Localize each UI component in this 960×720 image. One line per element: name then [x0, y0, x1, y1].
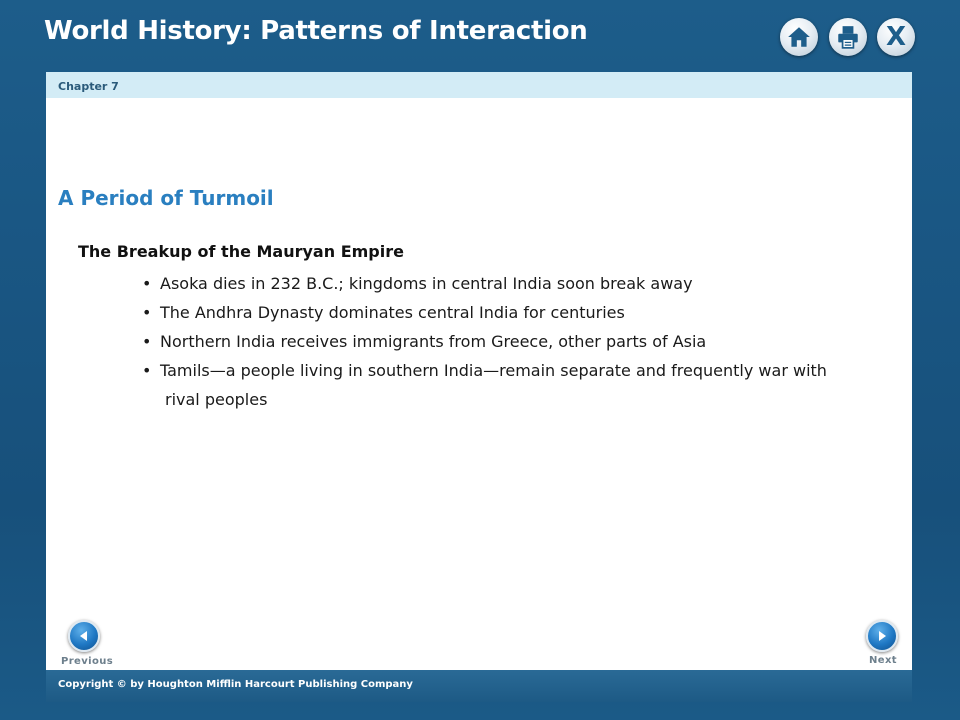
bullet-text: Northern India receives immigrants from Greece, other parts of Asia — [160, 332, 707, 351]
home-icon — [786, 24, 812, 50]
bullet-text: Tamils—a people living in southern India—remain separate and frequently war with — [160, 361, 827, 380]
app-title: World History: Patterns of Interaction — [44, 16, 588, 46]
bullet-item: • The Andhra Dynasty dominates central India for centuries — [142, 303, 625, 322]
chapter-bar — [46, 72, 912, 98]
bullet-item: • Northern India receives immigrants from Greece, other parts of Asia — [142, 332, 707, 351]
bullet-item: • Tamils—a people living in southern India—remain separate and frequently war with rival peoples — [142, 356, 862, 414]
bullet-text: Asoka dies in 232 B.C.; kingdoms in central India soon break away — [160, 274, 693, 293]
close-icon: X — [885, 22, 907, 52]
print-button[interactable] — [829, 18, 867, 56]
slide-content — [46, 72, 912, 670]
next-button[interactable] — [866, 620, 898, 652]
slide-subheading: The Breakup of the Mauryan Empire — [78, 242, 404, 261]
footer-bar — [46, 670, 912, 702]
next-label[interactable]: Next — [869, 655, 897, 666]
printer-icon — [835, 24, 861, 50]
bullet-continuation: rival peoples — [165, 390, 268, 409]
bullet-text: The Andhra Dynasty dominates central India for centuries — [160, 303, 625, 322]
previous-label[interactable]: Previous — [61, 656, 114, 667]
close-button[interactable] — [877, 18, 915, 56]
slide-heading: A Period of Turmoil — [58, 186, 274, 210]
bullet-item: • Asoka dies in 232 B.C.; kingdoms in central India soon break away — [142, 274, 693, 293]
copyright-text: Copyright © by Houghton Mifflin Harcourt Publishing Company — [58, 679, 413, 690]
home-button[interactable] — [780, 18, 818, 56]
chapter-label: Chapter 7 — [58, 80, 119, 93]
arrow-right-icon — [875, 629, 889, 643]
arrow-left-icon — [77, 629, 91, 643]
previous-button[interactable] — [68, 620, 100, 652]
bullet-list — [142, 269, 862, 414]
